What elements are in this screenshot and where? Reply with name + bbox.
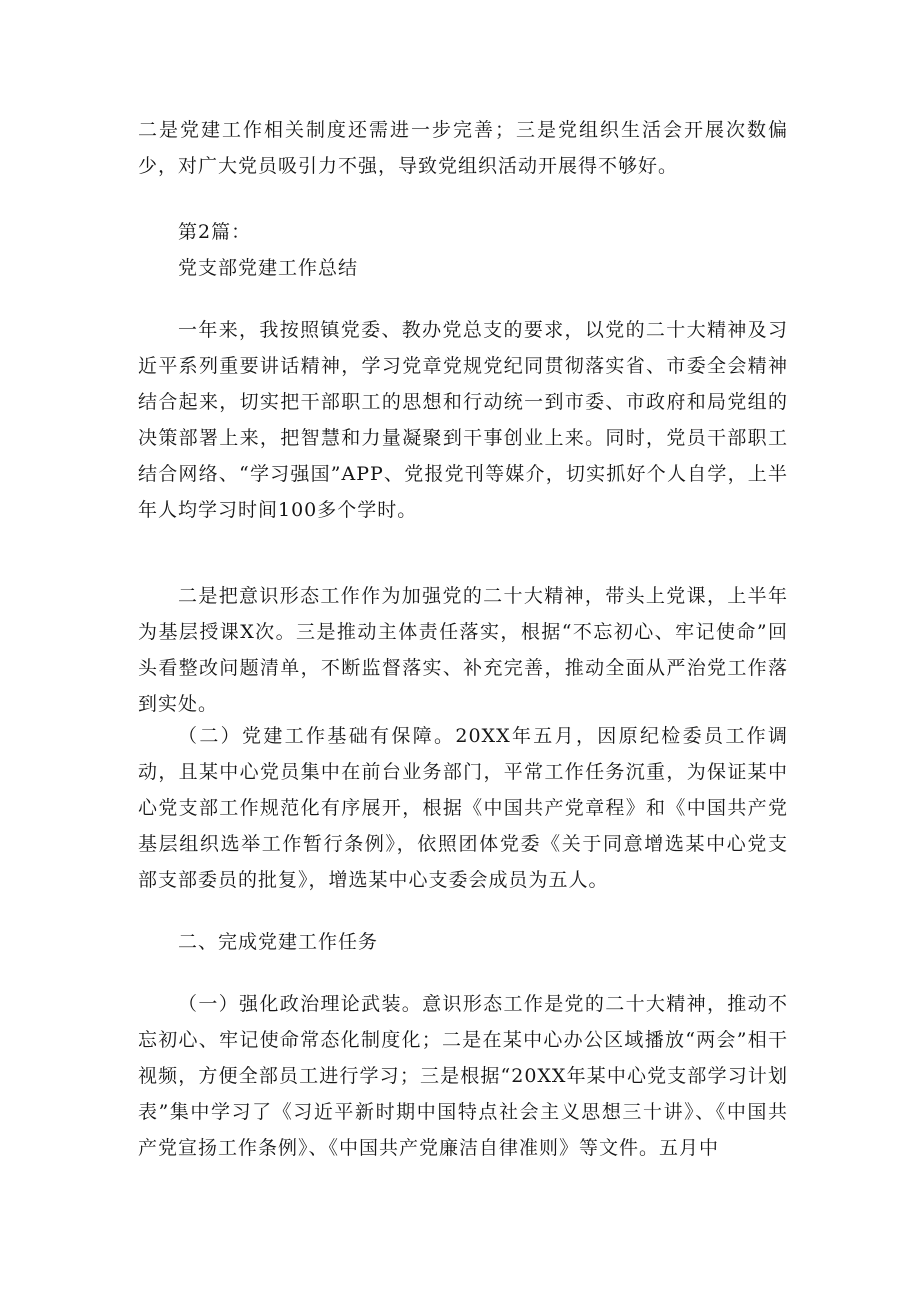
body-paragraph: 二是把意识形态工作作为加强党的二十大精神，带头上党课，上半年为基层授课X次。三是推动主体责任落实，根据“不忘初心、牢记使命”回头看整改问题清单，不断监督落实、补充完善，推动全面从严治党工作落到实处。 — [138, 585, 788, 715]
body-paragraph: （二）党建工作基础有保障。20XX年五月，因原纪检委员工作调动，且某中心党员集中在前台业务部门，平常工作任务沉重，为保证某中心党支部工作规范化有序展开，根据《中国共产党章程》和《中国共产党基层组织选举工作暂行条例》，依照团体党委《关于同意增选某中心党支部支部委员的批复》，增选某中心支委会成员为五人。 — [138, 725, 788, 891]
continuation-paragraph: 二是党建工作相关制度还需进一步完善；三是党组织生活会开展次数偏少，对广大党员吸引力不强，导致党组织活动开展得不够好。 — [138, 119, 788, 177]
body-paragraph: 一年来，我按照镇党委、教办党总支的要求，以党的二十大精神及习近平系列重要讲话精神，学习党章党规党纪同贯彻落实省、市委全会精神结合起来，切实把干部职工的思想和行动统一到市委、市政府和局党组的决策部署上来，把智慧和力量凝聚到干事创业上来。同时，党员干部职工结合网络、“学习强国”APP、党报党刊等媒介，切实抓好个人自学，上半年人均学习时间100多个学时。 — [138, 319, 788, 521]
section-heading: 二、完成党建工作任务 — [178, 931, 379, 953]
article-number: 第2篇： — [178, 221, 252, 243]
body-paragraph: （一）强化政治理论武装。意识形态工作是党的二十大精神，推动不忘初心、牢记使命常态化制度化；二是在某中心办公区域播放“两会”相干视频，方便全部员工进行学习；三是根据“20XX年某中心党支部学习计划表”集中学习了《习近平新时期中国特点社会主义思想三十讲》、《中国共产党宣扬工作条例》、《中国共产党廉洁自律准则》等文件。五月中 — [138, 993, 788, 1159]
article-title: 党支部党建工作总结 — [178, 257, 359, 279]
